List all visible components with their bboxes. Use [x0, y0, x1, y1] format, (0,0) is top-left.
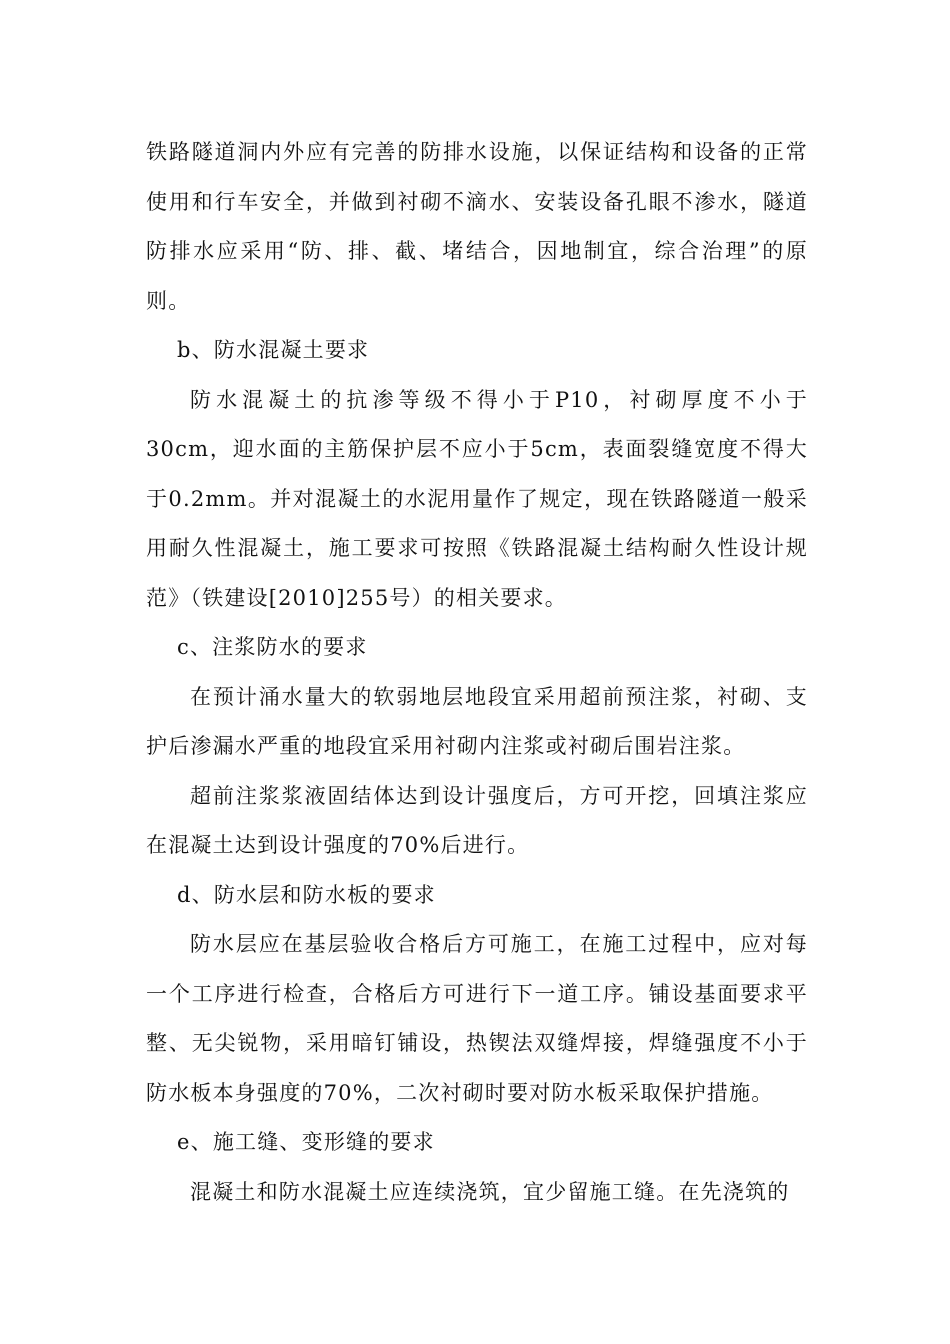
heading-e-joints: e、施工缝、变形缝的要求 [177, 1130, 435, 1154]
heading-d-waterproof-layer: d、防水层和防水板的要求 [177, 882, 436, 907]
document-body [146, 128, 808, 1217]
paragraph-intro: 铁路隧道洞内外应有完善的防排水设施，以保证结构和设备的正常使用和行车安全，并做到衬砌不滴水、安装设备孔眼不渗水，隧道防排水应采用“防、排、截、堵结合，因地制宜，综合治理”的原则。 [146, 140, 808, 313]
heading-b-waterproof-concrete: b、防水混凝土要求 [177, 338, 370, 362]
paragraph-waterproof-concrete: 防水混凝土的抗渗等级不得小于P10，衬砌厚度不小于30cm，迎水面的主筋保护层不应小于5cm，表面裂缝宽度不得大于0.2mm。并对混凝土的水泥用量作了规定，现在铁路隧道一般采用耐久性混凝土，施工要求可按照《铁路混凝土结构耐久性设计规范》（铁建设[2010]255号）的相关要求。 [146, 387, 808, 610]
paragraph-grouting-2: 超前注浆浆液固结体达到设计强度后，方可开挖，回填注浆应在混凝土达到设计强度的70%后进行。 [146, 783, 808, 857]
paragraph-waterproof-layer: 防水层应在基层验收合格后方可施工，在施工过程中，应对每一个工序进行检查，合格后方可进行下一道工序。铺设基面要求平整、无尖锐物，采用暗钉铺设，热锲法双缝焊接，焊缝强度不小于防水板本身强度的70%，二次衬砌时要对防水板采取保护措施。 [146, 932, 808, 1105]
paragraph-joints: 混凝土和防水混凝土应连续浇筑，宜少留施工缝。在先浇筑的 [190, 1179, 790, 1204]
paragraph-grouting-1: 在预计涌水量大的软弱地层地段宜采用超前预注浆，衬砌、支护后渗漏水严重的地段宜采用衬砌内注浆或衬砌后围岩注浆。 [146, 684, 808, 758]
heading-c-grouting: c、注浆防水的要求 [177, 635, 368, 659]
